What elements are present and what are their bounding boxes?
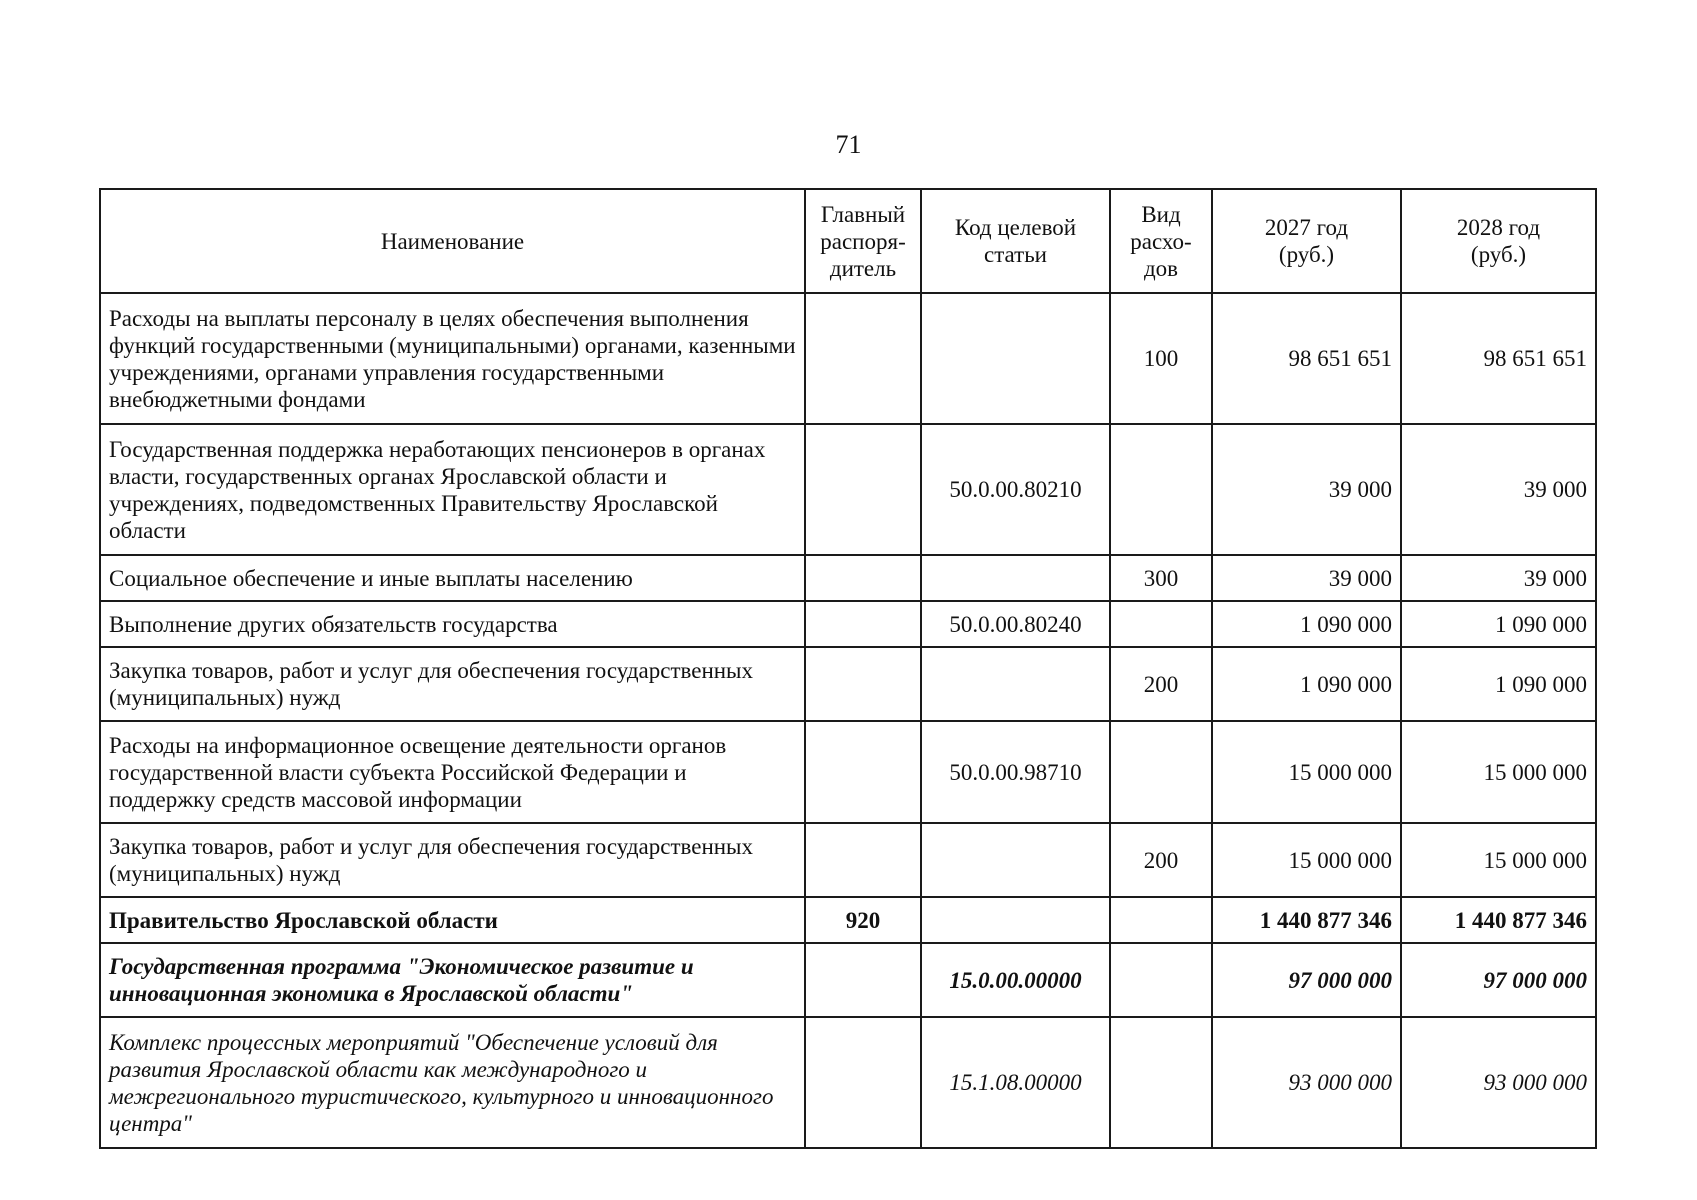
header-expense-kind-line: расхо-	[1130, 228, 1192, 254]
table-row	[100, 721, 1596, 823]
row-year-2027: 1 440 877 346	[1212, 897, 1401, 943]
row-main-manager	[805, 293, 921, 424]
header-year-2027-line: 2027 год	[1264, 215, 1349, 240]
row-name: Государственная поддержка неработающих пенсионеров в органах власти, государственных органах Ярославской области и учреждениях, подведомственных Правительству Ярославской области	[100, 424, 805, 555]
row-name: Правительство Ярославской области	[100, 897, 805, 943]
header-year-2028-line: 2028 год	[1456, 215, 1541, 240]
row-target-code	[921, 647, 1110, 721]
row-name: Закупка товаров, работ и услуг для обеспечения государственных (муниципальных) нужд	[100, 647, 805, 721]
header-year-2027-line: (руб.)	[1278, 242, 1335, 267]
row-expense-kind	[1110, 601, 1212, 647]
row-name: Государственная программа "Экономическое развитие и инновационная экономика в Ярославской области"	[100, 943, 805, 1017]
row-year-2028: 1 090 000	[1401, 647, 1596, 721]
table-row	[100, 823, 1596, 897]
row-main-manager	[805, 424, 921, 555]
row-expense-kind: 200	[1110, 647, 1212, 721]
row-expense-kind: 100	[1110, 293, 1212, 424]
header-target-code-line: статьи	[983, 242, 1047, 267]
row-main-manager	[805, 555, 921, 601]
header-year-2028-line: (руб.)	[1470, 242, 1527, 267]
row-main-manager	[805, 823, 921, 897]
row-year-2027: 98 651 651	[1212, 293, 1401, 424]
row-target-code: 50.0.00.80210	[921, 424, 1110, 555]
row-target-code	[921, 823, 1110, 897]
header-year-2028	[1401, 189, 1596, 293]
header-target-code	[921, 189, 1110, 293]
row-year-2028: 15 000 000	[1401, 721, 1596, 823]
row-expense-kind	[1110, 943, 1212, 1017]
table-row	[100, 943, 1596, 1017]
row-target-code: 50.0.00.98710	[921, 721, 1110, 823]
table-row	[100, 647, 1596, 721]
row-year-2028: 39 000	[1401, 555, 1596, 601]
row-year-2027: 1 090 000	[1212, 647, 1401, 721]
row-name: Закупка товаров, работ и услуг для обеспечения государственных (муниципальных) нужд	[100, 823, 805, 897]
row-expense-kind	[1110, 721, 1212, 823]
row-year-2027: 97 000 000	[1212, 943, 1401, 1017]
row-name: Выполнение других обязательств государства	[100, 601, 805, 647]
budget-table	[99, 188, 1597, 1149]
row-name: Расходы на выплаты персоналу в целях обеспечения выполнения функций государственными (муниципальными) органами, казенными учреждениями, органами управления государственными внебюджетными фондами	[100, 293, 805, 424]
row-year-2027: 15 000 000	[1212, 823, 1401, 897]
table-header-row	[100, 189, 1596, 293]
table-row	[100, 555, 1596, 601]
header-main-manager	[805, 189, 921, 293]
row-main-manager: 920	[805, 897, 921, 943]
table-row	[100, 601, 1596, 647]
row-main-manager	[805, 647, 921, 721]
header-main-manager-line: распоря-	[820, 228, 906, 254]
row-year-2028: 39 000	[1401, 424, 1596, 555]
header-main-manager-line: Главный	[820, 201, 906, 227]
row-target-code: 50.0.00.80240	[921, 601, 1110, 647]
row-year-2028: 98 651 651	[1401, 293, 1596, 424]
row-year-2028: 1 440 877 346	[1401, 897, 1596, 943]
header-expense-kind-line: дов	[1143, 255, 1179, 281]
row-target-code: 15.1.08.00000	[921, 1017, 1110, 1148]
header-year-2027	[1212, 189, 1401, 293]
row-expense-kind	[1110, 424, 1212, 555]
row-target-code: 15.0.00.00000	[921, 943, 1110, 1017]
row-main-manager	[805, 1017, 921, 1148]
header-main-manager-line: дитель	[829, 255, 897, 281]
header-expense-kind	[1110, 189, 1212, 293]
row-year-2028: 15 000 000	[1401, 823, 1596, 897]
row-expense-kind	[1110, 1017, 1212, 1148]
row-year-2028: 93 000 000	[1401, 1017, 1596, 1148]
row-year-2027: 15 000 000	[1212, 721, 1401, 823]
row-expense-kind: 300	[1110, 555, 1212, 601]
row-main-manager	[805, 943, 921, 1017]
page-number: 71	[835, 130, 862, 159]
row-name: Социальное обеспечение и иные выплаты населению	[100, 555, 805, 601]
row-expense-kind: 200	[1110, 823, 1212, 897]
row-name: Расходы на информационное освещение деятельности органов государственной власти субъекта Российской Федерации и поддержку средств массовой информации	[100, 721, 805, 823]
row-year-2028: 1 090 000	[1401, 601, 1596, 647]
row-year-2027: 93 000 000	[1212, 1017, 1401, 1148]
header-expense-kind-line: Вид	[1141, 201, 1181, 227]
row-expense-kind	[1110, 897, 1212, 943]
row-target-code	[921, 555, 1110, 601]
table-row	[100, 293, 1596, 424]
row-main-manager	[805, 601, 921, 647]
table-row	[100, 1017, 1596, 1148]
header-target-code-line: Код целевой	[954, 215, 1077, 240]
row-year-2027: 1 090 000	[1212, 601, 1401, 647]
row-main-manager	[805, 721, 921, 823]
row-year-2027: 39 000	[1212, 555, 1401, 601]
header-name: Наименование	[100, 189, 805, 293]
table-row	[100, 897, 1596, 943]
row-name: Комплекс процессных мероприятий "Обеспечение условий для развития Ярославской области как международного и межрегионального туристического, культурного и инновационного центра"	[100, 1017, 805, 1148]
table-row	[100, 424, 1596, 555]
row-year-2027: 39 000	[1212, 424, 1401, 555]
row-year-2028: 97 000 000	[1401, 943, 1596, 1017]
row-target-code	[921, 293, 1110, 424]
row-target-code	[921, 897, 1110, 943]
